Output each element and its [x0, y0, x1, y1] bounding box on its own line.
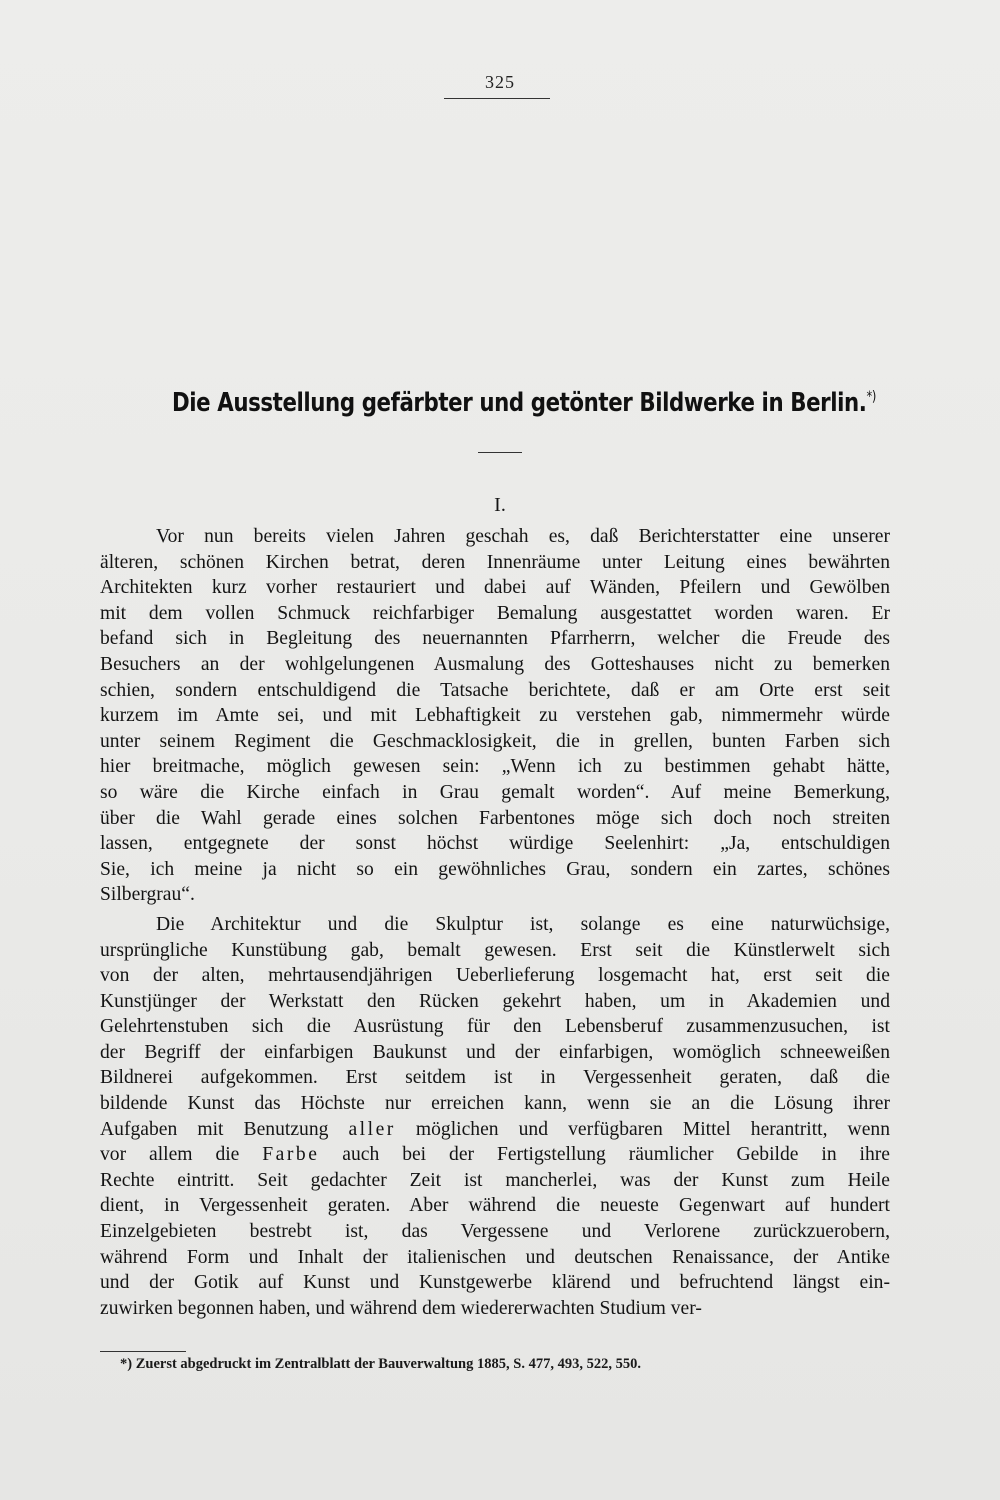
- text-line: so wäre die Kirche einfach in Grau gemalt worden“. Auf meine Bemerkung,: [100, 781, 890, 803]
- footnote-text: Zuerst abgedruckt im Zentralblatt der Bauverwaltung 1885, S. 477, 493, 522, 550.: [135, 1356, 641, 1372]
- footnote: [120, 1356, 880, 1373]
- text-line: Architekten kurz vorher restauriert und dabei auf Wänden, Pfeilern und Gewölben: [100, 577, 890, 599]
- text-line: Vor nun bereits vielen Jahren geschah es, daß Berichterstatter eine unserer: [156, 526, 890, 547]
- text-line: Silbergrau“.: [100, 884, 195, 906]
- text-line: vor allem die Farbe auch bei der Fertigstellung räumlicher Gebilde in ihre: [100, 1144, 890, 1166]
- text-line: befand sich in Begleitung des neuernannten Pfarrherrn, welcher die Freude des: [100, 628, 890, 650]
- text-line: älteren, schönen Kirchen betrat, deren Innenräume unter Leitung eines bewährten: [100, 551, 890, 573]
- text-line: zuwirken begonnen haben, und während dem wiedererwachten Studium ver-: [100, 1297, 702, 1319]
- page-number-rule: [444, 98, 550, 99]
- text-line: dient, in Vergessenheit geraten. Aber während die neueste Gegenwart auf hundert: [100, 1195, 890, 1217]
- body-text: [100, 524, 890, 1321]
- text-line: bildende Kunst das Höchste nur erreichen kann, wenn sie an die Lösung ihrer: [100, 1093, 890, 1115]
- title-rule: [478, 452, 522, 453]
- text-line: Besuchers an der wohlgelungenen Ausmalung des Gotteshauses nicht zu bemerken: [100, 653, 890, 675]
- text-line: von der alten, mehrtausendjährigen Ueberlieferung losgemacht hat, erst seit die: [100, 965, 890, 987]
- footnote-rule: [100, 1351, 186, 1352]
- text-line: Kunstjünger der Werkstatt den Rücken gekehrt haben, um in Akademien und: [100, 990, 890, 1012]
- text-line: kurzem im Amte sei, und mit Lebhaftigkeit zu verstehen gab, nimmermehr würde: [100, 705, 890, 727]
- article-title: [172, 388, 876, 418]
- text-line: und der Gotik auf Kunst und Kunstgewerbe klärend und befruchtend längst ein-: [100, 1272, 890, 1294]
- text-line: mit dem vollen Schmuck reichfarbiger Bemalung ausgestattet worden waren. Er: [100, 602, 890, 624]
- text-line: Einzelgebieten bestrebt ist, das Vergessene und Verlorene zurückzuerobern,: [100, 1221, 890, 1243]
- article-title-text: Die Ausstellung gefärbter und getönter Bildwerke in Berlin.: [172, 388, 867, 418]
- title-footnote-mark: *): [866, 389, 876, 405]
- page-number: 325: [485, 72, 515, 92]
- text-line: unter seinem Regiment die Geschmacklosigkeit, die in grellen, bunten Farben sich: [100, 730, 890, 752]
- text-line: über die Wahl gerade eines solchen Farbentones möge sich doch noch streiten: [100, 807, 890, 829]
- section-numeral: I.: [494, 494, 506, 516]
- text-line: Rechte eintritt. Seit gedachter Zeit ist mancherlei, was der Kunst zum Heile: [100, 1169, 890, 1191]
- text-line: hier breitmache, möglich gewesen sein: „Wenn ich zu bestimmen gehabt hätte,: [100, 756, 890, 778]
- text-line: der Begriff der einfarbigen Baukunst und der einfarbigen, womöglich schneeweißen: [100, 1041, 890, 1063]
- text-line: Gelehrtenstuben sich die Ausrüstung für den Lebensberuf zusammenzusuchen, ist: [100, 1016, 890, 1038]
- text-line: ursprüngliche Kunstübung gab, bemalt gewesen. Erst seit die Künstlerwelt sich: [100, 939, 890, 961]
- text-line: lassen, entgegnete der sonst höchst würdige Seelenhirt: „Ja, entschuldigen: [100, 833, 890, 855]
- text-line: während Form und Inhalt der italienischen und deutschen Renaissance, der Antike: [100, 1246, 890, 1268]
- text-line: Aufgaben mit Benutzung aller möglichen und verfügbaren Mittel herantritt, wenn: [100, 1118, 890, 1140]
- text-line: Sie, ich meine ja nicht so ein gewöhnliches Grau, sondern ein zartes, schönes: [100, 858, 890, 880]
- text-line: Bildnerei aufgekommen. Erst seitdem ist in Vergessenheit geraten, daß die: [100, 1067, 890, 1089]
- text-line: Die Architektur und die Skulptur ist, solange es eine naturwüchsige,: [156, 913, 890, 935]
- footnote-marker: *): [120, 1356, 133, 1372]
- text-line: schien, sondern entschuldigend die Tatsache berichtete, daß er am Orte erst seit: [100, 679, 890, 701]
